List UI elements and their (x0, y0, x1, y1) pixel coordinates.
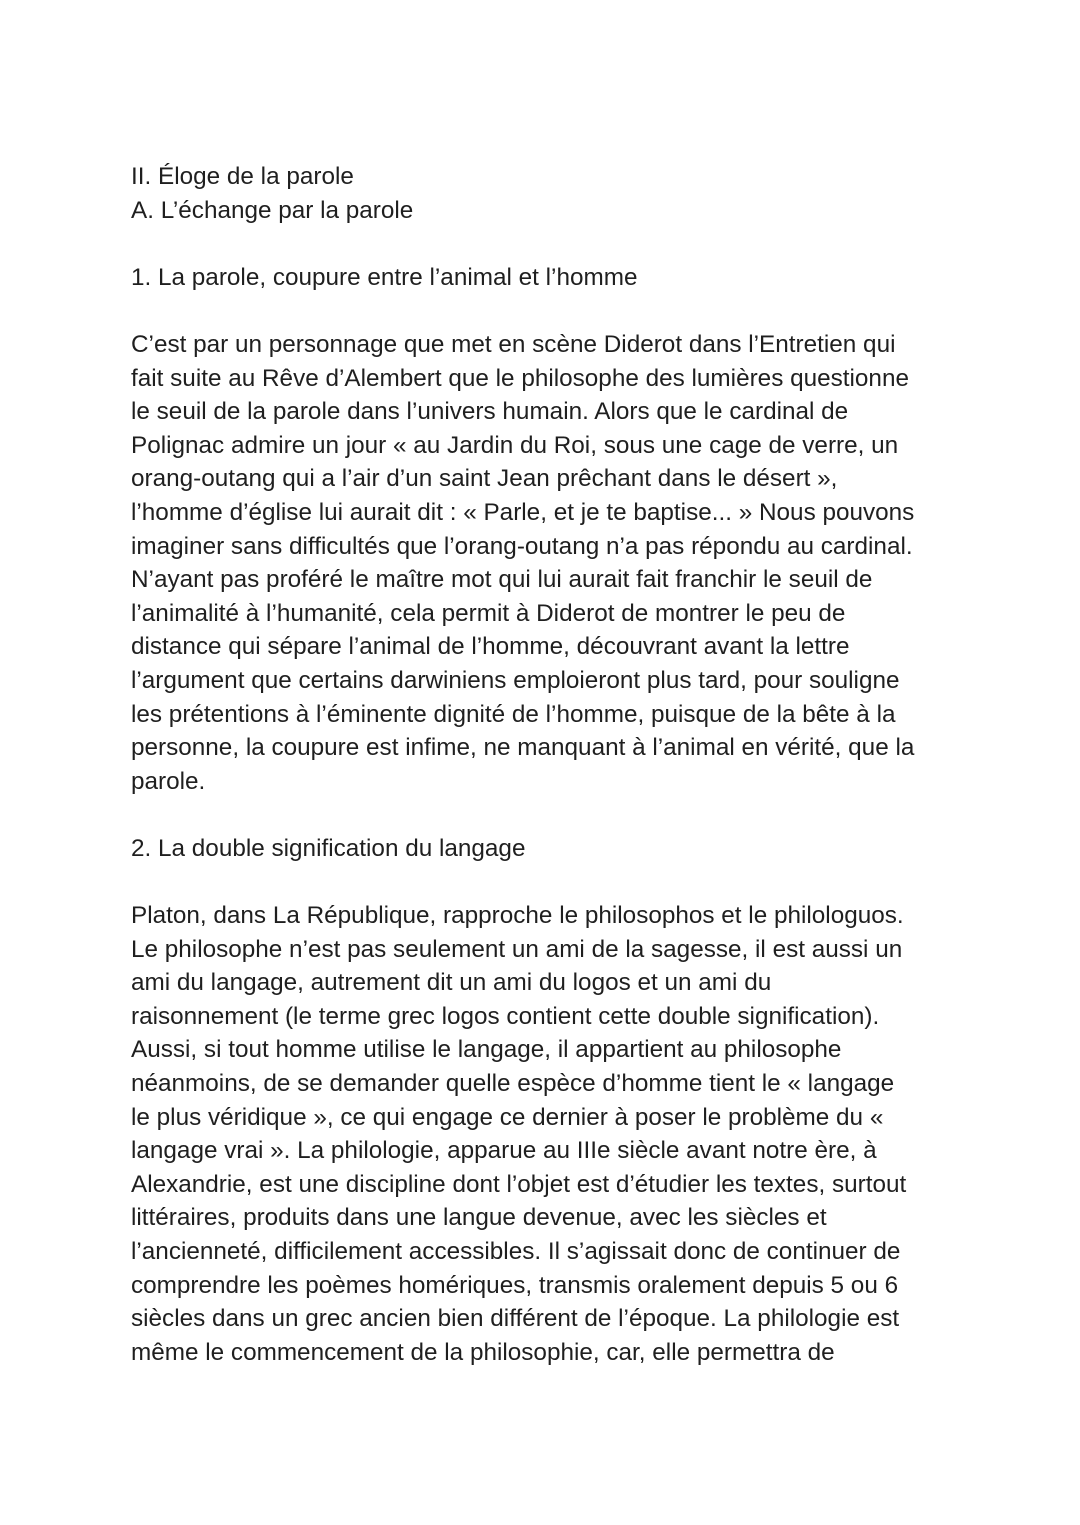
paragraph-line: Le philosophe n’est pas seulement un ami de la sagesse, il est aussi un (131, 935, 903, 963)
paragraph-line: imaginer sans difficultés que l’orang-outang n’a pas répondu au cardinal. (131, 532, 913, 560)
spacer (131, 227, 961, 261)
paragraph-line: Aussi, si tout homme utilise le langage, il appartient au philosophe (131, 1036, 842, 1064)
subsection-2-title: 2. La double signification du langage (131, 834, 526, 862)
paragraph-line: siècles dans un grec ancien bien différent de l’époque. La philologie est (131, 1305, 900, 1333)
document-body (131, 160, 961, 1369)
paragraph-line: l’argument que certains darwiniens emploieront plus tard, pour souligne (131, 666, 900, 694)
paragraph-line: langage vrai ». La philologie, apparue au IIIe siècle avant notre ère, à (131, 1137, 877, 1165)
part-heading-text: II. Éloge de la parole (131, 163, 354, 190)
section-heading (131, 194, 961, 228)
paragraph-line: le seuil de la parole dans l’univers humain. Alors que le cardinal de (131, 398, 849, 426)
paragraph-line: raisonnement (le terme grec logos contient cette double signification). (131, 1002, 880, 1030)
paragraph-line: parole. (131, 767, 206, 795)
paragraph-line: comprendre les poèmes homériques, transmis oralement depuis 5 ou 6 (131, 1271, 899, 1299)
paragraph-line: Alexandrie, est une discipline dont l’objet est d’étudier les textes, surtout (131, 1170, 907, 1198)
spacer (131, 294, 961, 328)
section-heading-text: A. L’échange par la parole (131, 196, 414, 224)
paragraph-line: C’est par un personnage que met en scène Diderot dans l’Entretien qui (131, 330, 896, 358)
paragraph-line: N’ayant pas proféré le maître mot qui lui aurait fait franchir le seuil de (131, 566, 873, 594)
spacer (131, 865, 961, 899)
paragraph-2 (131, 899, 961, 1369)
paragraph-line: ami du langage, autrement dit un ami du logos et un ami du (131, 969, 772, 997)
subsection-1-heading (131, 261, 961, 295)
subsection-2-heading (131, 832, 961, 866)
paragraph-line: l’ancienneté, difficilement accessibles. Il s’agissait donc de continuer de (131, 1238, 901, 1265)
paragraph-line: distance qui sépare l’animal de l’homme, découvrant avant la lettre (131, 633, 850, 661)
paragraph-line: Polignac admire un jour « au Jardin du Roi, sous une cage de verre, un (131, 431, 899, 459)
paragraph-1 (131, 328, 961, 798)
paragraph-line: même le commencement de la philosophie, car, elle permettra de (131, 1338, 835, 1366)
part-heading (131, 160, 961, 194)
paragraph-line: l’animalité à l’humanité, cela permit à Diderot de montrer le peu de (131, 599, 846, 627)
paragraph-line: Platon, dans La République, rapproche le philosophos et le philologuos. (131, 902, 904, 930)
paragraph-line: néanmoins, de se demander quelle espèce d’homme tient le « langage (131, 1070, 895, 1098)
paragraph-line: les prétentions à l’éminente dignité de l’homme, puisque de la bête à la (131, 700, 896, 728)
paragraph-line: le plus véridique », ce qui engage ce dernier à poser le problème du « (131, 1103, 884, 1131)
paragraph-line: orang-outang qui a l’air d’un saint Jean prêchant dans le désert », (131, 465, 838, 493)
paragraph-line: l’homme d’église lui aurait dit : « Parle, et je te baptise... » Nous pouvons (131, 498, 915, 526)
paragraph-line: fait suite au Rêve d’Alembert que le philosophe des lumières questionne (131, 364, 909, 392)
spacer (131, 798, 961, 832)
paragraph-line: littéraires, produits dans une langue devenue, avec les siècles et (131, 1204, 827, 1232)
paragraph-line: personne, la coupure est infime, ne manquant à l’animal en vérité, que la (131, 734, 915, 762)
subsection-1-title: 1. La parole, coupure entre l’animal et l’homme (131, 263, 638, 291)
